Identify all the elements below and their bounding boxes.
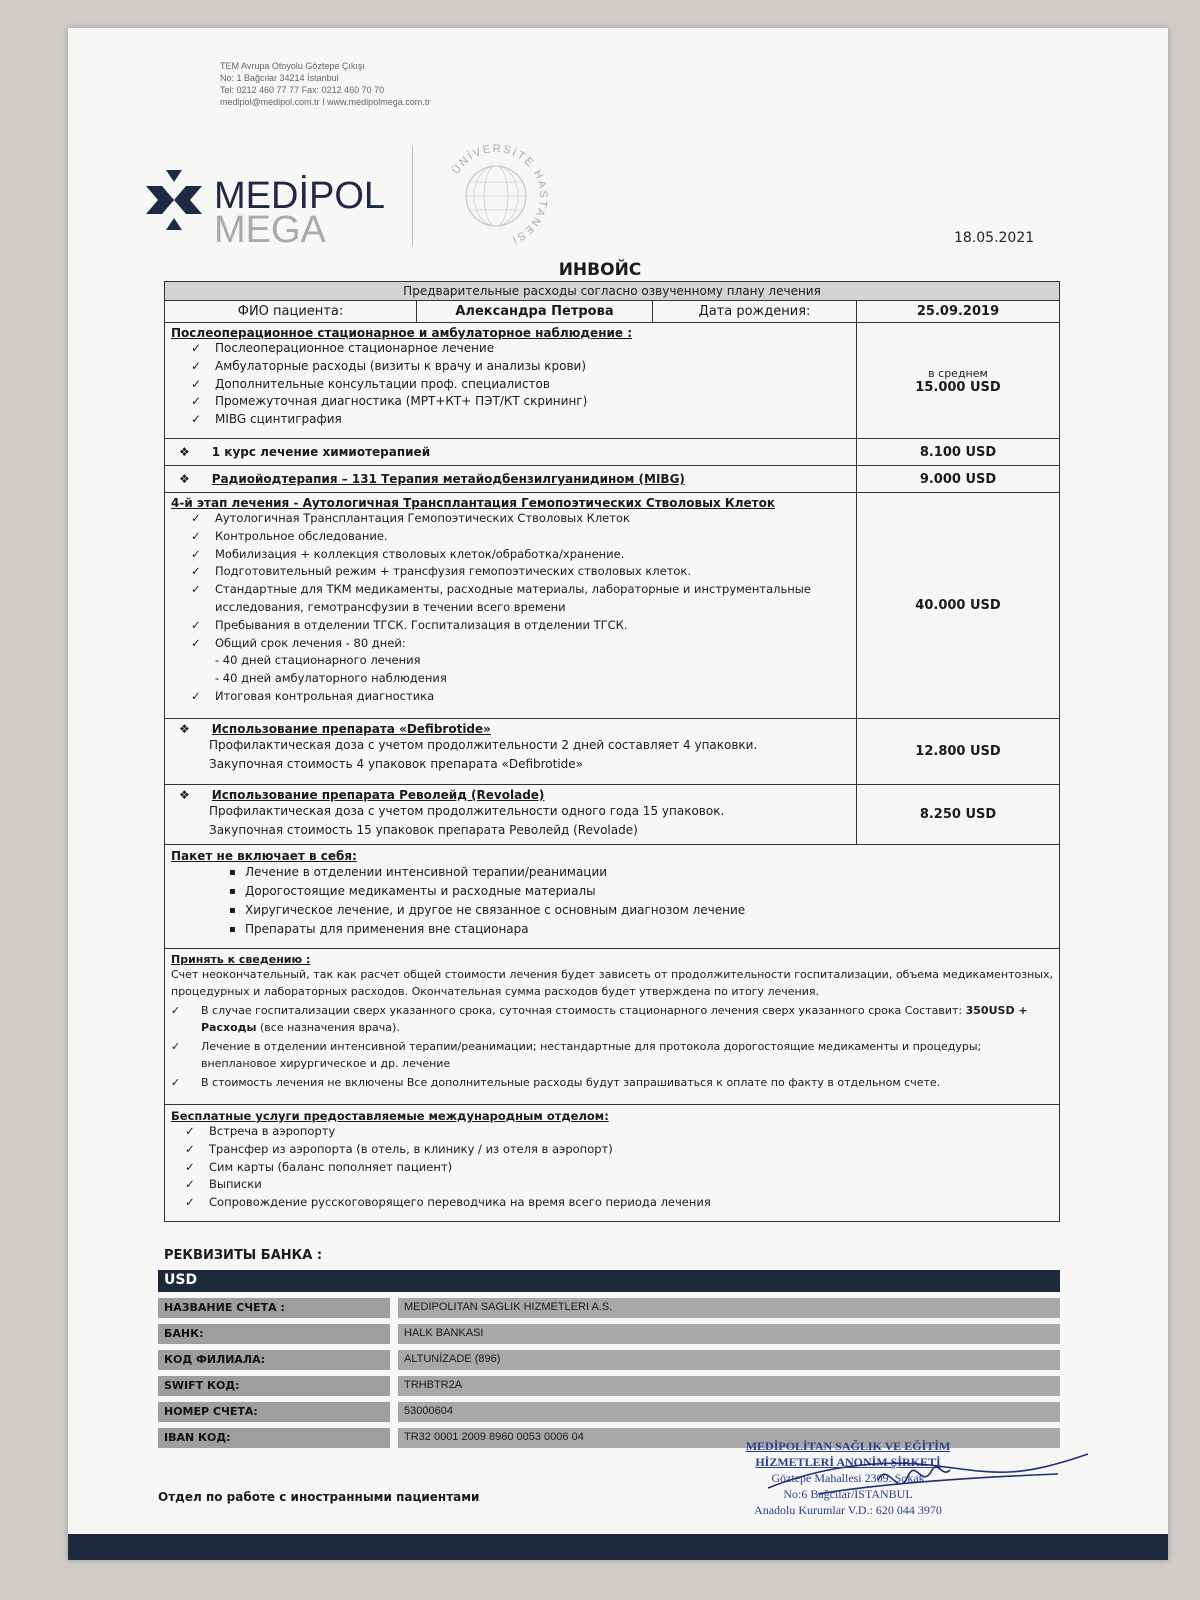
defibrotide-section [165,719,1059,785]
signature-scribble [758,1448,1098,1508]
stage4-list [171,510,850,706]
list-item: ✓ Лечение в отделении интенсивной терапии/реанимации; нестандартные для протокола дорогостоящие медикаменты и процедуры; внеплановое хирургическое и др. лечение [171,1040,982,1070]
revolade-section [165,785,1059,845]
revolade-line2: Закупочная стоимость 15 упаковок препарата Револейд (Revolade) [209,823,638,837]
check-icon: ✓ [191,341,202,355]
defibrotide-title: Использование препарата «Defibrotide» [211,722,491,736]
check-icon: ✓ [185,1141,195,1156]
list-item: ✓ Послеоперационное стационарное лечение [191,340,850,358]
list-item: ✓ Пребывания в отделении ТГСК. Госпитализация в отделении ТГСК. [191,617,850,635]
notice-section [165,949,1059,1105]
check-icon: ✓ [191,511,201,525]
list-item: ▪ Препараты для применения вне стационара [229,920,1053,939]
bank-section-title: РЕКВИЗИТЫ БАНКА : [164,1248,323,1263]
excluded-title: Пакет не включает в себя: [171,849,357,863]
stage4-price: 40.000 USD [915,598,1001,613]
document-sheet [68,28,1168,1560]
university-seal [440,140,552,252]
check-icon: ✓ [191,376,202,391]
stamp-line: MEDİPOLİTAN SAĞLIK VE EĞİTİM [745,1439,951,1453]
bank-value: TR32 0001 2009 8960 0053 0006 04 [398,1428,1060,1448]
list-item: ✓ MIBG сцинтиграфия [191,411,850,429]
stage4-title: 4-й этап лечения - Аутологичная Трансплантация Гемопоэтических Стволовых Клеток [171,496,775,510]
patient-name-label: ФИО пациента: [165,301,417,322]
list-item: ✓ Трансфер из аэропорта (в отель, в клинику / из отеля в аэропорт) [185,1141,1053,1159]
check-icon: ✓ [191,688,201,703]
bank-row [158,1402,1060,1422]
bank-label: SWIFT КОД: [158,1376,390,1396]
diamond-bullet-icon: ❖ [179,722,190,736]
bank-row [158,1376,1060,1396]
sub-item: - 40 дней амбулаторного наблюдения [215,671,447,686]
postop-price: 15.000 USD [915,379,1001,395]
list-item: ✓ Промежуточная диагностика (МРТ+КТ+ ПЭТ/КТ скрининг) [191,393,850,411]
check-icon: ✓ [191,394,202,409]
list-item: ✓ В случае госпитализации сверх указанного срока, суточная стоимость стационарного лечения сверх указанного срока Составит: 350USD + Расходы (все назначения врача). [171,1004,1028,1034]
check-icon: ✓ [171,1076,181,1089]
list-item: ✓ Итоговая контрольная диагностика [191,688,850,706]
invoice-title: ИНВОЙС [558,260,642,280]
defibrotide-line1: Профилактическая доза с учетом продолжительности 2 дней составляет 4 упаковки. [209,738,758,752]
bank-currency-header: USD [158,1270,1060,1292]
defibrotide-line2: Закупочная стоимость 4 упаковок препарата «Defibrotide» [209,757,584,771]
medipol-mega-logo [140,156,400,246]
free-services-list [171,1123,1053,1212]
revolade-line1: Профилактическая доза с учетом продолжительности одного года 15 упаковок. [209,804,725,818]
radio-row [165,466,1059,493]
stamp-line: HİZMETLERİ ANONİM ŞİRKETİ [755,1455,941,1469]
bank-label: IBAN КОД: [158,1428,390,1448]
check-icon: ✓ [185,1195,195,1210]
bank-row [158,1350,1060,1370]
check-icon: ✓ [191,582,201,597]
bank-label: НАЗВАНИЕ СЧЕТА : [158,1298,390,1318]
footer-bar [68,1534,1168,1560]
postop-title: Послеоперационное стационарное и амбулаторное наблюдение : [171,326,633,340]
diamond-bullet-icon: ❖ [179,472,190,486]
excluded-list [171,863,1053,939]
list-item: ✓ Сим карты (баланс пополняет пациент) [185,1159,1053,1177]
check-icon: ✓ [185,1177,195,1192]
sub-item: - 40 дней стационарного лечения [215,653,421,668]
check-icon: ✓ [185,1159,195,1174]
stamp-line: No:6 Bağcılar/İSTANBUL [783,1487,913,1501]
bank-details [158,1270,1060,1448]
patient-row [165,301,1059,323]
logo-line2: MEGA [214,209,326,246]
address-line: Tel: 0212 460 77 77 Fax: 0212 460 70 70 [220,85,385,95]
bank-label: НОМЕР СЧЕТА: [158,1402,390,1422]
svg-text:ÜNİVERSİTE HASTANESİ [450,143,549,247]
revolade-price: 8.250 USD [919,807,997,822]
bank-row [158,1324,1060,1344]
list-item: ✓ Встреча в аэропорту [185,1123,1053,1141]
check-icon: ✓ [185,1124,195,1138]
notice-list [171,1002,1053,1091]
list-item: ✓ Выписки [185,1176,1053,1194]
list-item: ▪ Дорогостоящие медикаменты и расходные материалы [229,882,1053,901]
list-item: ✓ Сопровождение русскоговорящего переводчика на время всего периода лечения [185,1194,1053,1212]
invoice-date: 18.05.2021 [954,230,1035,246]
table-header: Предварительные расходы согласно озвученному плану лечения [165,282,1059,301]
list-item: ✓ Контрольное обследование. [191,528,850,546]
list-item: ✓ Общий срок лечения - 80 дней: - 40 дней стационарного лечения - 40 дней амбулаторного наблюдения [191,635,850,688]
bank-row [158,1298,1060,1318]
logo-divider [412,146,413,246]
dob-value: 25.09.2019 [916,304,1000,319]
bank-value: HALK BANKASI [398,1324,1060,1344]
notice-title: Принять к сведению : [171,953,311,966]
diamond-bullet-icon: ❖ [179,445,190,459]
postop-list [171,340,850,429]
stamp-line: Göztepe Mahallesi 2309. Sokak [771,1471,925,1485]
list-item: ✓ Дополнительные консультации проф. специалистов [191,376,850,394]
chemo-label: 1 курс лечение химиотерапией [211,445,431,459]
check-icon: ✓ [191,546,201,561]
check-icon: ✓ [171,1040,181,1053]
chemo-row [165,439,1059,466]
free-services-title: Бесплатные услуги предоставляемые международным отделом: [171,1109,609,1123]
check-icon: ✓ [191,635,201,650]
check-icon: ✓ [191,358,202,373]
stage4-section [165,493,1059,719]
check-icon: ✓ [171,1004,181,1017]
address-line: No: 1 Bağcılar 34214 İstanbul [220,73,339,83]
list-item: ▪ Хиругическое лечение, и другое не связанное с основным диагнозом лечение [229,901,1053,920]
list-item: ✓ В стоимость лечения не включены Все дополнительные расходы будут запрашиваться к оплате по факту в отдельном счете. [171,1076,941,1089]
hospital-address [220,60,430,108]
cost-table [164,281,1060,1222]
bank-value: MEDIPOLITAN SAGLIK HIZMETLERI A.S. [398,1298,1060,1318]
bank-value: TRHBTR2A [398,1376,1060,1396]
excluded-section [165,845,1059,949]
radio-price: 9.000 USD [919,471,997,487]
bank-value: ALTUNİZADE (896) [398,1350,1060,1370]
defibrotide-price: 12.800 USD [915,744,1001,759]
price-note: в среднем [928,366,988,380]
bank-value: 53000604 [398,1402,1060,1422]
list-item: ✓ Амбулаторные расходы (визиты к врачу и анализы крови) [191,358,850,376]
list-item: ✓ Мобилизация + коллекция стволовых клеток/обработка/хранение. [191,546,850,564]
list-item: ✓ Подготовительный режим + трансфузия гемопоэтических стволовых клеток. [191,563,850,581]
address-line: medipol@medipol.com.tr I www.medipolmega.com.tr [220,97,431,107]
bank-label: КОД ФИЛИАЛА: [158,1350,390,1370]
free-services-section [165,1105,1059,1221]
chemo-price: 8.100 USD [919,444,997,460]
list-item: ✓ Аутологичная Трансплантация Гемопоэтических Стволовых Клеток [191,510,850,528]
check-icon: ✓ [191,617,201,632]
diamond-bullet-icon: ❖ [179,788,190,802]
patient-name: Александра Петрова [417,301,653,322]
notice-paragraph: Счет неокончательный, так как расчет общей стоимости лечения будет зависеть от продолжительности госпитализации, объема медикаментозных, процедурных и лабораторных расходов. Окончательная сумма расходов будет утверждена по итогу лечения. [171,968,1053,998]
logo-line1: MEDİPOL [214,175,386,217]
postop-section [165,323,1059,439]
stamp-line: Anadolu Kurumlar V.D.: 620 044 3970 [754,1503,942,1517]
check-icon: ✓ [191,564,201,579]
list-item: ▪ Лечение в отделении интенсивной терапии/реанимации [229,863,1053,882]
list-item: ✓ Стандартные для ТКМ медикаменты, расходные материалы, лабораторные и инструментальные исследования, гемотрансфузии в течении всего времени [191,582,811,614]
revolade-title: Использование препарата Револейд (Revolade) [211,788,545,802]
dob-label: Дата рождения: [653,301,857,322]
address-line: TEM Avrupa Otoyolu Göztepe Çıkışı [220,61,365,71]
check-icon: ✓ [191,528,201,543]
check-icon: ✓ [191,412,202,427]
department-footer: Отдел по работе с иностранными пациентами [158,1490,480,1504]
radio-label: Радиойодтерапия – 131 Терапия метайодбензилгуанидином (MIBG) [211,472,685,486]
seal-text: ÜNİVERSİTE HASTANESİ [449,142,550,247]
bank-label: БАНК: [158,1324,390,1344]
